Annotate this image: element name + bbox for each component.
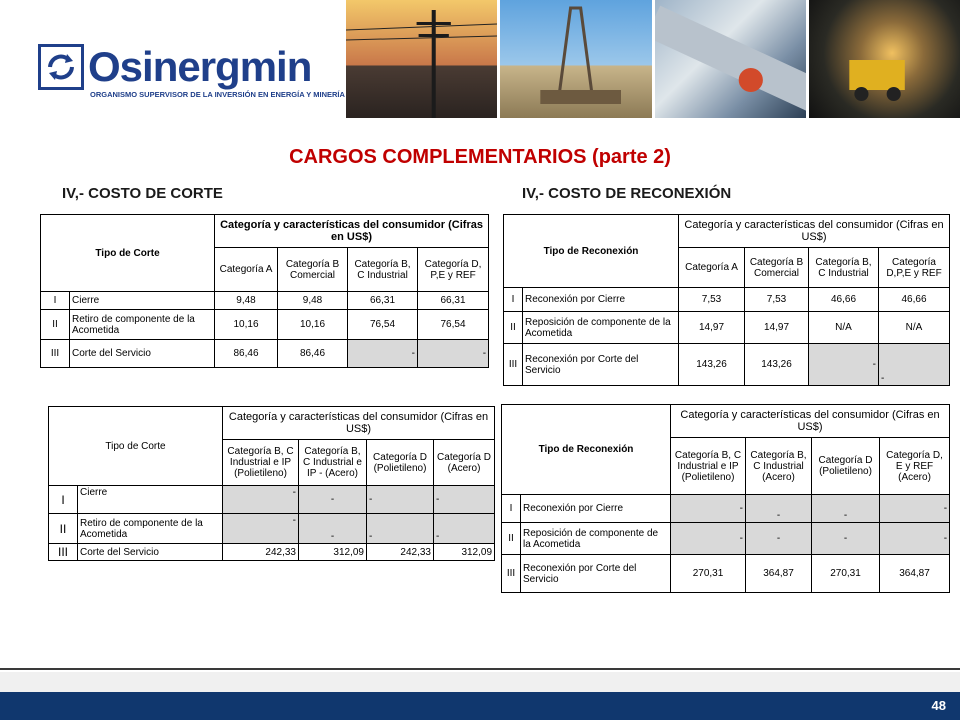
col-header: Categoría B, C Industrial e IP (Polietileno) — [223, 440, 299, 486]
row-number: I — [49, 486, 78, 514]
row-number: III — [504, 344, 523, 386]
cell-value: 7,53 — [745, 288, 809, 312]
cell-value: - — [418, 340, 489, 368]
cell-value: 270,31 — [812, 555, 880, 593]
col-header: Categoría D,P,E y REF — [879, 248, 950, 288]
table-row — [504, 288, 950, 312]
cell-value: 86,46 — [215, 340, 278, 368]
osinergmin-logo-icon — [38, 44, 84, 90]
row-label: Reposición de componente de la Acometida — [521, 523, 671, 555]
type-header: Tipo de Corte — [49, 407, 223, 486]
cell-value: - — [671, 523, 746, 555]
col-header: Categoría D, P,E y REF — [418, 248, 489, 292]
cell-value: 364,87 — [880, 555, 950, 593]
col-header: Categoría B, C Industrial e IP - (Acero) — [299, 440, 367, 486]
cell-value: - — [367, 514, 434, 544]
footer-strip — [0, 672, 960, 692]
cell-value: 242,33 — [367, 544, 434, 561]
cell-value: 312,09 — [434, 544, 495, 561]
cell-value: 14,97 — [745, 312, 809, 344]
cell-value: 46,66 — [879, 288, 950, 312]
cell-value: - — [880, 495, 950, 523]
group-header: Categoría y características del consumidor (Cifras en US$) — [215, 215, 489, 248]
cell-value: 143,26 — [745, 344, 809, 386]
header-photos — [346, 0, 960, 118]
cell-value: - — [812, 523, 880, 555]
col-header: Categoría B Comercial — [745, 248, 809, 288]
row-number: II — [502, 523, 521, 555]
row-label: Corte del Servicio — [78, 544, 223, 561]
row-number: III — [49, 544, 78, 561]
table-costo-reconexion-1 — [503, 214, 950, 386]
cell-value: N/A — [809, 312, 879, 344]
cell-value: - — [223, 486, 299, 514]
row-label: Reconexión por Cierre — [521, 495, 671, 523]
col-header: Categoría A — [215, 248, 278, 292]
row-label: Reconexión por Cierre — [523, 288, 679, 312]
cell-value: 7,53 — [679, 288, 745, 312]
cell-value: 66,31 — [348, 292, 418, 310]
col-header: Categoría B Comercial — [278, 248, 348, 292]
photo-power-lines — [346, 0, 497, 118]
left-section-heading: IV,- COSTO DE CORTE — [62, 185, 223, 202]
photo-pipeline — [655, 0, 806, 118]
table-row — [502, 555, 950, 593]
group-header: Categoría y características del consumidor (Cifras en US$) — [223, 407, 495, 440]
col-header: Categoría B, C Industrial e IP (Polietileno) — [671, 438, 746, 495]
table-costo-corte-1 — [40, 214, 489, 368]
table-row — [502, 523, 950, 555]
table-costo-reconexion-2 — [501, 404, 950, 593]
row-number: I — [504, 288, 523, 312]
cell-value: - — [671, 495, 746, 523]
table-row — [41, 340, 489, 368]
cell-value: - — [299, 514, 367, 544]
col-header: Categoría D (Polietileno) — [367, 440, 434, 486]
photo-mine — [809, 0, 960, 118]
cell-value: 9,48 — [215, 292, 278, 310]
row-label: Reconexión por Corte del Servicio — [523, 344, 679, 386]
row-label: Retiro de componente de la Acometida — [70, 310, 215, 340]
table-row — [504, 344, 950, 386]
row-label: Corte del Servicio — [70, 340, 215, 368]
row-number: I — [502, 495, 521, 523]
cell-value: 86,46 — [278, 340, 348, 368]
type-header: Tipo de Corte — [41, 215, 215, 292]
cell-value: 76,54 — [348, 310, 418, 340]
cell-value: 14,97 — [679, 312, 745, 344]
group-header: Categoría y características del consumidor (Cifras en US$) — [679, 215, 950, 248]
row-label: Cierre — [70, 292, 215, 310]
cell-value: - — [812, 495, 880, 523]
table-row — [502, 495, 950, 523]
cell-value: - — [223, 514, 299, 544]
page-number: 48 — [931, 698, 946, 713]
footer-divider — [0, 668, 960, 670]
page-title: CARGOS COMPLEMENTARIOS (parte 2) — [289, 146, 671, 168]
cell-value: - — [809, 344, 879, 386]
row-label: Reposición de componente de la Acometida — [523, 312, 679, 344]
col-header: Categoría D, E y REF (Acero) — [880, 438, 950, 495]
cell-value: - — [348, 340, 418, 368]
photo-oil-rig — [500, 0, 651, 118]
table-row — [49, 514, 495, 544]
cell-value: 9,48 — [278, 292, 348, 310]
cell-value: - — [434, 486, 495, 514]
table-row — [504, 312, 950, 344]
cell-value: 46,66 — [809, 288, 879, 312]
col-header: Categoría A — [679, 248, 745, 288]
table-row — [49, 486, 495, 514]
col-header: Categoría D (Polietileno) — [812, 438, 880, 495]
row-label: Reconexión por Corte del Servicio — [521, 555, 671, 593]
row-number: II — [49, 514, 78, 544]
brand-name: Osinergmin — [88, 43, 312, 90]
cell-value: 242,33 — [223, 544, 299, 561]
col-header: Categoría D (Acero) — [434, 440, 495, 486]
cell-value: - — [299, 486, 367, 514]
cell-value: 10,16 — [215, 310, 278, 340]
group-header: Categoría y características del consumidor (Cifras en US$) — [671, 405, 950, 438]
row-number: II — [41, 310, 70, 340]
header — [0, 0, 960, 120]
row-label: Cierre — [78, 486, 223, 514]
cell-value: 76,54 — [418, 310, 489, 340]
table-row — [41, 292, 489, 310]
type-header: Tipo de Reconexión — [502, 405, 671, 495]
cell-value: 312,09 — [299, 544, 367, 561]
row-number: III — [502, 555, 521, 593]
cell-value: 66,31 — [418, 292, 489, 310]
type-header: Tipo de Reconexión — [504, 215, 679, 288]
col-header: Categoría B, C Industrial — [348, 248, 418, 292]
cell-value: - — [367, 486, 434, 514]
row-number: II — [504, 312, 523, 344]
col-header: Categoría B, C Industrial — [809, 248, 879, 288]
table-row — [49, 544, 495, 561]
row-number: III — [41, 340, 70, 368]
right-section-heading: IV,- COSTO DE RECONEXIÓN — [522, 185, 732, 202]
brand-tagline: ORGANISMO SUPERVISOR DE LA INVERSIÓN EN ENERGÍA Y MINERÍA — [90, 90, 345, 99]
footer-bar — [0, 692, 960, 720]
row-label: Retiro de componente de la Acometida — [78, 514, 223, 544]
cell-value: - — [746, 495, 812, 523]
cell-value: - — [746, 523, 812, 555]
table-costo-corte-2 — [48, 406, 495, 561]
cell-value: - — [434, 514, 495, 544]
osinergmin-logo — [38, 43, 345, 104]
cell-value: - — [879, 344, 950, 386]
cell-value: 143,26 — [679, 344, 745, 386]
table-row — [41, 310, 489, 340]
cell-value: 364,87 — [746, 555, 812, 593]
cell-value: 270,31 — [671, 555, 746, 593]
col-header: Categoría B, C Industrial (Acero) — [746, 438, 812, 495]
cell-value: N/A — [879, 312, 950, 344]
cell-value: - — [880, 523, 950, 555]
cell-value: 10,16 — [278, 310, 348, 340]
row-number: I — [41, 292, 70, 310]
